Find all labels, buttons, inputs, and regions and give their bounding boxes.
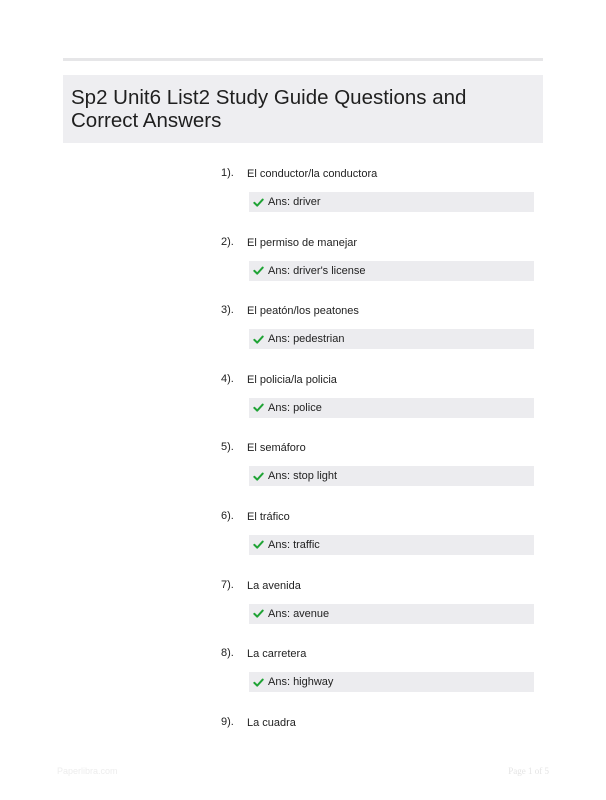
question-item	[0, 509, 606, 578]
question-text: El peatón/los peatones	[247, 305, 359, 318]
answer-text: Ans: traffic	[268, 538, 320, 551]
question-number: 9).	[221, 715, 234, 728]
question-text: La avenida	[247, 579, 301, 592]
answer-text: Ans: pedestrian	[268, 333, 345, 346]
question-item	[0, 166, 606, 235]
footer-watermark: Paperlibra.com	[57, 766, 118, 776]
answer-box	[249, 261, 534, 281]
answer-text: Ans: highway	[268, 676, 334, 689]
check-icon	[253, 197, 264, 208]
check-icon	[253, 539, 264, 550]
check-icon	[253, 677, 264, 688]
answer-box	[249, 329, 534, 349]
top-divider	[63, 58, 543, 61]
question-number: 6).	[221, 509, 234, 522]
question-number: 5).	[221, 441, 234, 454]
question-item	[0, 578, 606, 647]
check-icon	[253, 608, 264, 619]
answer-text: Ans: driver	[268, 196, 321, 208]
question-number: 3).	[221, 304, 234, 317]
answer-text: Ans: police	[268, 401, 322, 414]
check-icon	[253, 402, 264, 413]
answer-text: Ans: stop light	[268, 470, 338, 483]
question-number: 2).	[221, 235, 234, 248]
answer-box	[249, 604, 534, 624]
question-number: 7).	[221, 578, 234, 591]
question-item	[0, 440, 606, 509]
question-item	[0, 646, 606, 715]
question-number: 4).	[221, 372, 234, 385]
page-indicator: Page 1 of 5	[508, 766, 549, 776]
check-icon	[253, 471, 264, 482]
question-text: La carretera	[247, 648, 307, 661]
question-text: La cuadra	[247, 716, 296, 729]
check-icon	[253, 334, 264, 345]
answer-box	[249, 192, 534, 212]
title-banner	[63, 75, 543, 143]
question-number: 8).	[221, 647, 234, 660]
question-number: 1).	[221, 167, 234, 179]
answer-text: Ans: driver's license	[268, 264, 366, 277]
question-text: El tráfico	[247, 510, 290, 523]
question-item	[0, 235, 606, 304]
answer-box	[249, 466, 534, 486]
answer-text: Ans: avenue	[268, 607, 330, 620]
question-item	[0, 372, 606, 441]
answer-box	[249, 398, 534, 418]
page-title: Sp2 Unit6 List2 Study Guide Questions and Correct Answers	[71, 86, 467, 132]
answer-box	[249, 672, 534, 692]
question-list	[0, 166, 606, 783]
answer-box	[249, 535, 534, 555]
check-icon	[253, 265, 264, 276]
question-text: El permiso de manejar	[247, 236, 358, 249]
question-text: El policia/la policia	[247, 373, 337, 386]
question-text: El semáforo	[247, 442, 306, 455]
question-item	[0, 303, 606, 372]
question-text: El conductor/la conductora	[247, 168, 378, 180]
